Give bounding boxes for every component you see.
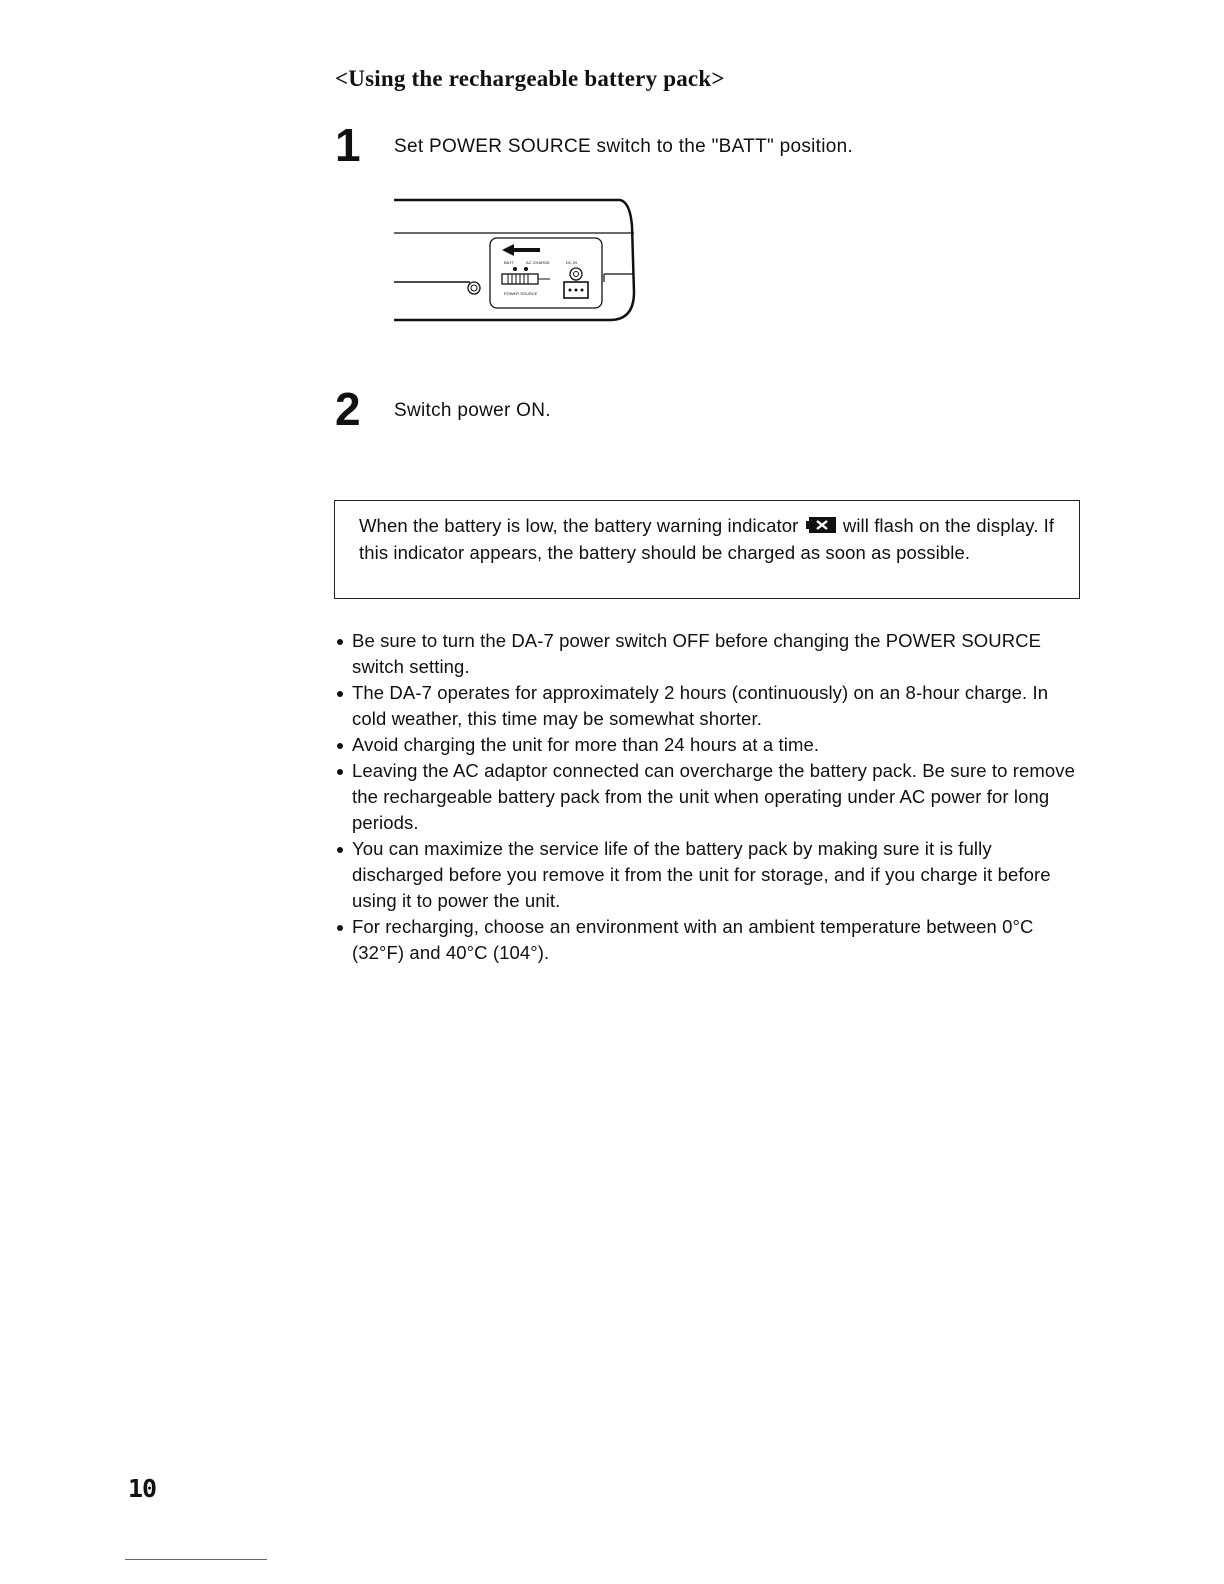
list-item: Avoid charging the unit for more than 24 hours at a time. <box>336 732 1082 758</box>
arrow-left-icon <box>502 244 540 256</box>
diagram-label-batt: BATT <box>504 260 514 265</box>
step-number: 1 <box>335 119 361 171</box>
notes-list <box>336 628 1082 966</box>
note-text-after: will flash on the display. If this indicator appears, the battery should be charged as soon as possible. <box>359 515 1055 563</box>
diagram-label-dc-in: DC IN <box>566 260 577 265</box>
power-source-switch-diagram <box>390 196 652 326</box>
note-text-before: When the battery is low, the battery warning indicator <box>359 515 799 536</box>
step-text: Switch power ON. <box>394 400 551 421</box>
page-number: 10 <box>128 1474 157 1503</box>
footer-rule <box>125 1559 267 1560</box>
step-text: Set POWER SOURCE switch to the "BATT" position. <box>394 136 854 157</box>
step-number: 2 <box>335 383 361 435</box>
dc-jack-icon <box>570 268 582 280</box>
list-item: Be sure to turn the DA-7 power switch OFF before changing the POWER SOURCE switch setting. <box>336 628 1082 680</box>
list-item: You can maximize the service life of the battery pack by making sure it is fully discharged before you remove it from the unit for storage, and if you charge it before using it to power the unit. <box>336 836 1082 914</box>
section-title: <Using the rechargeable battery pack> <box>335 66 725 91</box>
list-item: For recharging, choose an environment with an ambient temperature between 0°C (32°F) and 40°C (104°). <box>336 914 1082 966</box>
list-item: The DA-7 operates for approximately 2 hours (continuously) on an 8-hour charge. In cold weather, this time may be somewhat shorter. <box>336 680 1082 732</box>
diagram-label-ac-charge: AC CHARGE <box>526 260 550 265</box>
battery-warning-note <box>334 500 1080 599</box>
list-item: Leaving the AC adaptor connected can overcharge the battery pack. Be sure to remove the rechargeable battery pack from the unit when operating under AC power for long periods. <box>336 758 1082 836</box>
battery-warning-icon <box>806 516 836 534</box>
diagram-label-power-source: POWER SOURCE <box>504 291 538 296</box>
